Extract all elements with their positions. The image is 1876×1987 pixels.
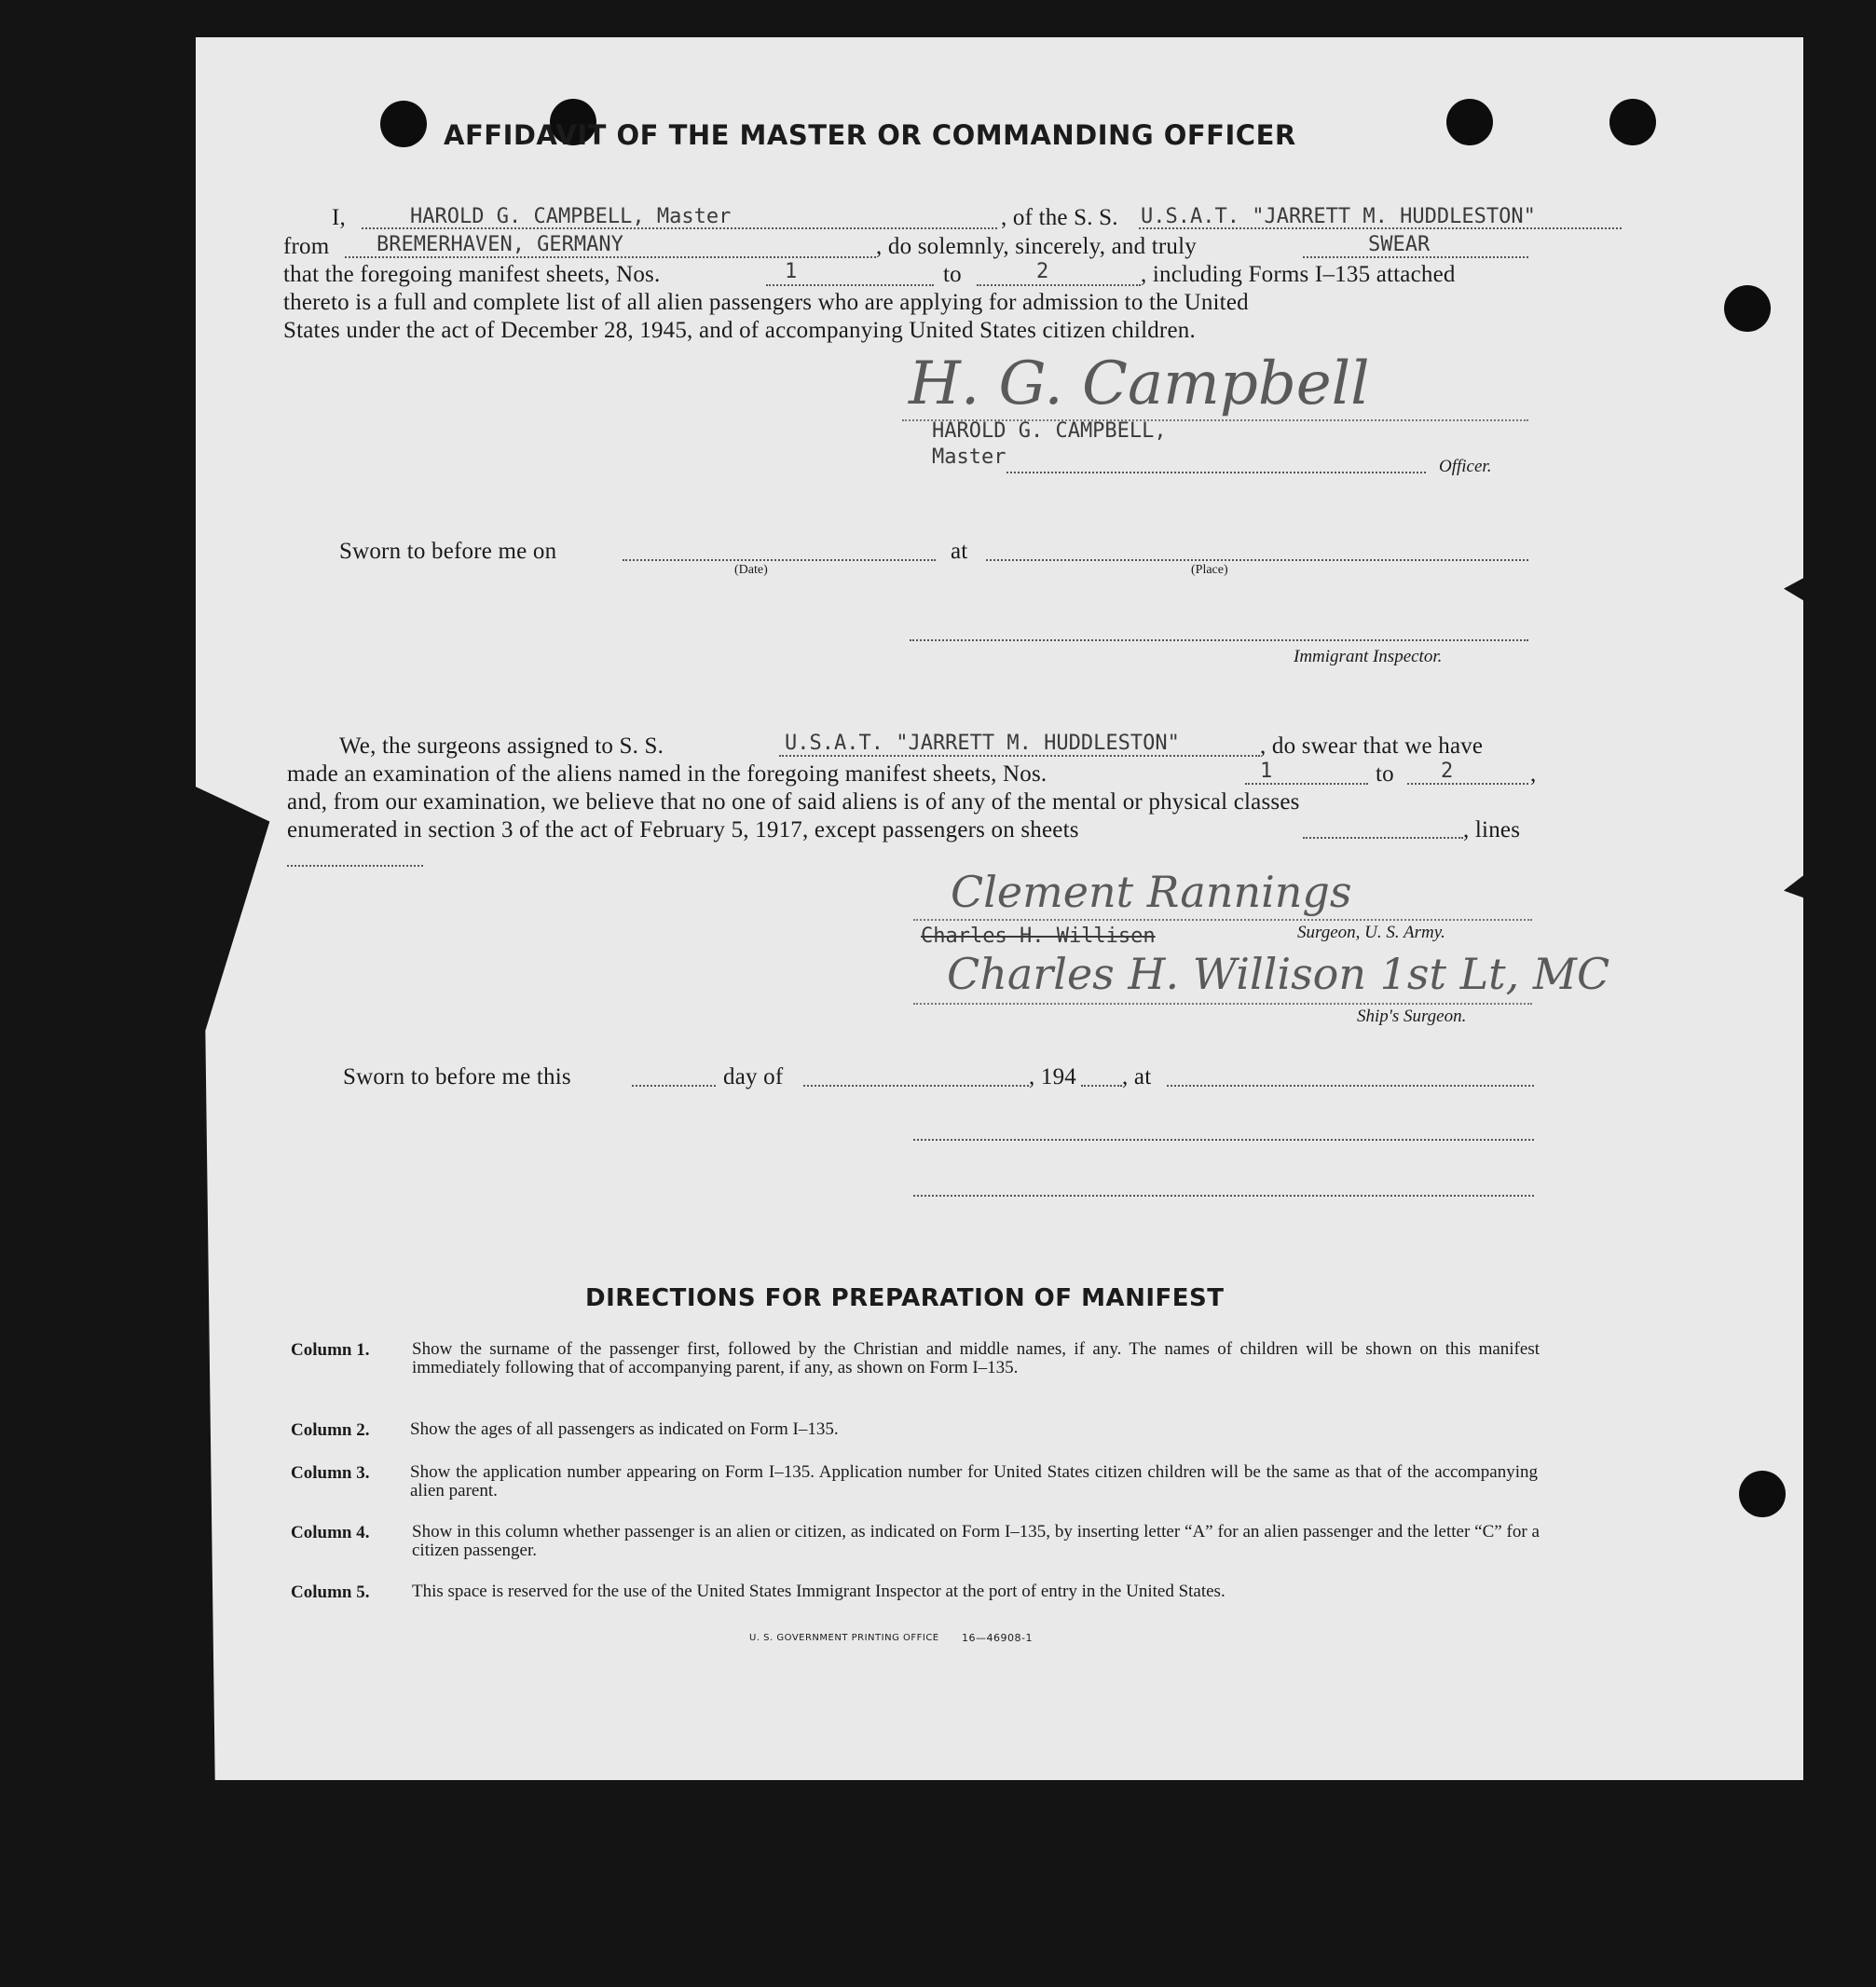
ship-surgeon-label: Ship's Surgeon. xyxy=(1357,1007,1467,1026)
punch-hole xyxy=(1609,99,1656,145)
master-name-field: HAROLD G. CAMPBELL, Master xyxy=(410,205,732,228)
column-label: Column 3. xyxy=(291,1463,370,1483)
text-we-surgeons: We, the surgeons assigned to S. S. xyxy=(339,733,664,759)
fill-line xyxy=(1245,783,1368,785)
year-line xyxy=(1081,1085,1122,1087)
army-surgeon-signature: Clement Rannings xyxy=(951,867,1352,917)
signature-line xyxy=(913,919,1532,921)
text-solemnly: , do solemnly, sincerely, and truly xyxy=(876,234,1197,259)
place-caption: (Place) xyxy=(1191,563,1228,577)
officer-label: Officer. xyxy=(1439,457,1492,476)
column-label: Column 5. xyxy=(291,1583,370,1602)
army-surgeon-label: Surgeon, U. S. Army. xyxy=(1297,923,1445,942)
punch-hole xyxy=(380,101,427,147)
master-signature: H. G. Campbell xyxy=(909,349,1370,418)
fill-line xyxy=(1006,472,1426,473)
fill-line xyxy=(287,865,423,867)
paragraph-line: made an examination of the aliens named in the foregoing manifest sheets, Nos. xyxy=(287,761,1048,787)
text-including: , including Forms I–135 attached xyxy=(1141,262,1456,287)
text-to: to xyxy=(943,262,962,287)
fill-line xyxy=(1407,783,1528,785)
date-caption: (Date) xyxy=(734,563,768,577)
text-i: I, xyxy=(332,205,346,230)
surgeon-ship-field: U.S.A.T. "JARRETT M. HUDDLESTON" xyxy=(785,732,1180,755)
page-title: AFFIDAVIT OF THE MASTER OR COMMANDING OFFICER xyxy=(444,119,1296,151)
place-line xyxy=(1167,1085,1534,1087)
master-typed-title: Master xyxy=(932,445,1006,469)
form-number: 16—46908-1 xyxy=(962,1632,1033,1644)
surgeon-sheet-from: 1 xyxy=(1260,760,1273,783)
sheet-from-field: 1 xyxy=(785,260,798,283)
text-to: to xyxy=(1376,761,1394,787)
text-at: at xyxy=(951,539,968,564)
column-text: Show the ages of all passengers as indicated on Form I–135. xyxy=(410,1419,839,1439)
port-field: BREMERHAVEN, GERMANY xyxy=(377,233,623,256)
paragraph-line: and, from our examination, we believe that no one of said aliens is of any of the mental or physical classes xyxy=(287,789,1300,815)
text-lines: , lines xyxy=(1463,817,1521,843)
paragraph-line: enumerated in section 3 of the act of February 5, 1917, except passengers on sheets xyxy=(287,817,1079,843)
sheet-to-field: 2 xyxy=(1036,260,1049,283)
ship-surgeon-signature: Charles H. Willison 1st Lt, MC xyxy=(947,949,1610,999)
punch-hole xyxy=(1724,285,1771,332)
date-line xyxy=(623,559,936,561)
printer-imprint: U. S. GOVERNMENT PRINTING OFFICE xyxy=(749,1633,939,1643)
month-line xyxy=(803,1085,1029,1087)
text-day-of: day of xyxy=(723,1064,784,1089)
fill-line xyxy=(1303,837,1463,839)
punch-hole xyxy=(1739,1471,1786,1517)
text-swear: , do swear that we have xyxy=(1260,733,1484,759)
text-year: , 194 xyxy=(1029,1064,1076,1089)
directions-title: DIRECTIONS FOR PREPARATION OF MANIFEST xyxy=(585,1284,1225,1312)
column-text: Show the application number appearing on Form I–135. Application number for United States citizen children will be the same as that of the accompanying alien parent. xyxy=(410,1462,1538,1501)
column-text: This space is reserved for the use of the United States Immigrant Inspector at the port of entry in the United States. xyxy=(412,1582,1226,1601)
signature-line xyxy=(913,1195,1534,1197)
text-at: , at xyxy=(1122,1064,1152,1089)
oath-field: SWEAR xyxy=(1368,233,1431,256)
fill-line xyxy=(779,755,1260,757)
comma: , xyxy=(1530,761,1537,787)
text-from: from xyxy=(283,234,330,259)
column-text: Show the surname of the passenger first, followed by the Christian and middle names, if any. The names of children will be shown on this manifest immediately following that of accompanying parent, if any, as shown on Form I–135. xyxy=(412,1339,1540,1377)
column-label: Column 2. xyxy=(291,1420,370,1440)
column-text: Show in this column whether passenger is an alien or citizen, as indicated on Form I–135, by inserting letter “A” for an alien passenger and the letter “C” for a citizen passenger. xyxy=(412,1522,1540,1560)
signature-line xyxy=(913,1003,1532,1005)
fill-line xyxy=(766,284,934,286)
sworn-text: Sworn to before me on xyxy=(339,539,557,564)
signature-line xyxy=(910,639,1528,641)
punch-hole xyxy=(1446,99,1493,145)
ship-name-field: U.S.A.T. "JARRETT M. HUDDLESTON" xyxy=(1141,205,1536,228)
column-label: Column 4. xyxy=(291,1523,370,1542)
inspector-label: Immigrant Inspector. xyxy=(1294,647,1443,666)
surgeon-sheet-to: 2 xyxy=(1441,760,1454,783)
column-label: Column 1. xyxy=(291,1340,370,1360)
fill-line xyxy=(977,284,1141,286)
paragraph-line: States under the act of December 28, 1945, and of accompanying United States citizen children. xyxy=(283,318,1196,343)
place-line xyxy=(986,559,1528,561)
master-typed-name: HAROLD G. CAMPBELL, xyxy=(932,419,1167,443)
struck-typed-name: Charles H. Willisen xyxy=(921,925,1156,948)
fill-line xyxy=(345,256,876,258)
sworn-this-text: Sworn to before me this xyxy=(343,1064,571,1089)
fill-line xyxy=(1303,256,1528,258)
signature-line xyxy=(913,1139,1534,1141)
day-line xyxy=(632,1085,716,1087)
paragraph-line: thereto is a full and complete list of all alien passengers who are applying for admission to the United xyxy=(283,290,1249,315)
text-foregoing: that the foregoing manifest sheets, Nos. xyxy=(283,262,661,287)
text-of-ss: , of the S. S. xyxy=(1001,205,1118,230)
